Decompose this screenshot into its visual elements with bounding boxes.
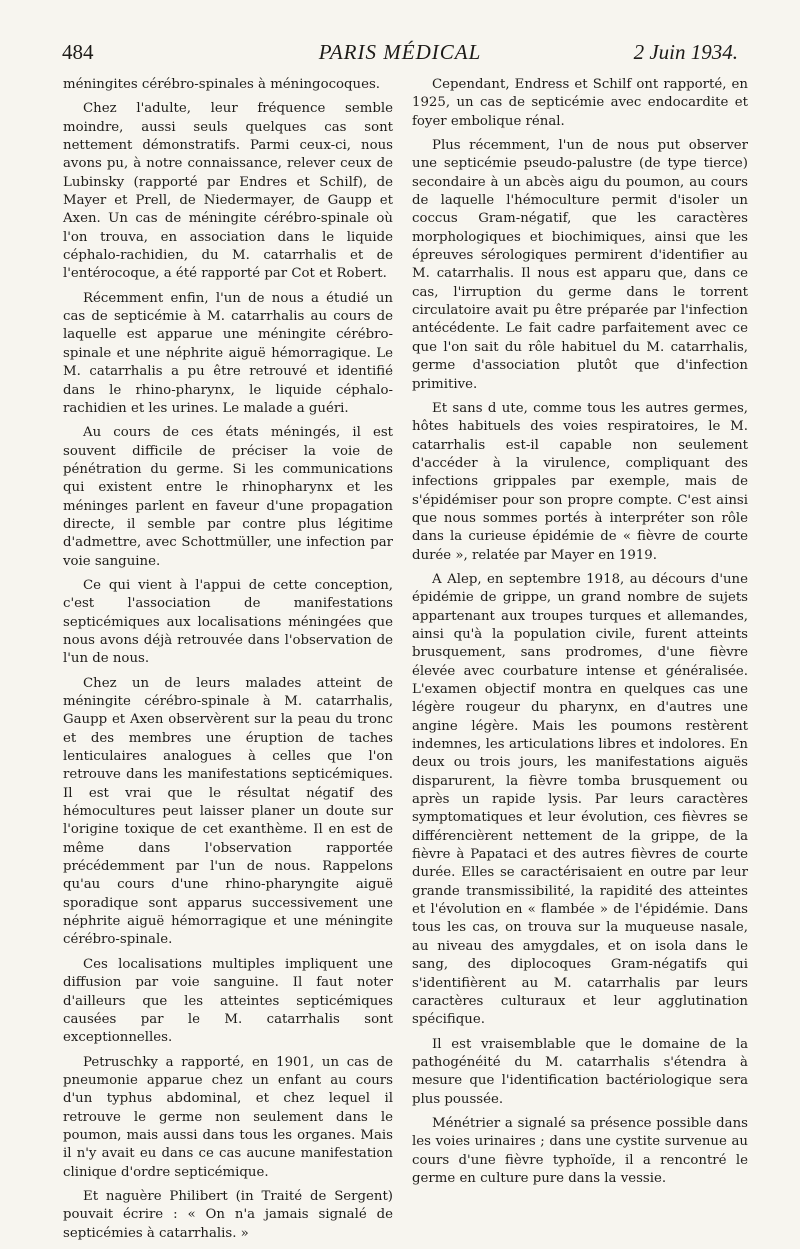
paragraph: méningites cérébro-spinales à méningocoques. — [63, 77, 381, 92]
paragraph: Et sans d ute, comme tous les autres germes, hôtes habituels des voies respiratoires, le M. catarrhalis est-il capable non seulement d'accéder à la virulence, compliquant des infections grippales par exemple, mais de s'épidémiser pour son propre compte. C'est ainsi que nous sommes portés à interpréter son rôle dans la curieuse épidémie de « fièvre de courte durée », relatée par Mayer en 1919. — [412, 400, 748, 563]
paragraph: Ménétrier a signalé sa présence possible dans les voies urinaires ; dans une cystite survenue au cours d'une fièvre typhoïde, il a rencontré le germe en culture pure dans la vessie. — [412, 1115, 748, 1186]
paragraph: A Alep, en septembre 1918, au décours d'une épidémie de grippe, un grand nombre de sujets appartenant aux troupes turques et allemandes, ainsi qu'à la population civile, furent atteints brusquement, sans prodromes, d'une fièvre élevée avec courbature intense et généralisée. L'examen objectif montra en quelques cas une légère rougeur du pharynx, en d'autres une angine légère. Mais les poumons restèrent indemnes, les articulations libres et indolores. En deux ou trois jours, les manifestations aiguës disparurent, la fièvre tomba brusquement ou après un rapide lysis. Par leurs caractères symptomatiques et leur évolution, ces fièvres se différencièrent nettement de la grippe, de la fièvre à Papataci et des autres fièvres de courte durée. Elles se caractérisaient en outre par leur grande transmissibilité, la rapidité des atteintes et l'évolution en « flambée » de l'épidémie. Dans tous les cas, on trouva sur la muqueuse nasale, au niveau des amygdales, et on isola dans le sang, des diplocoques Gram-négatifs qui s'identifièrent au M. catarrhalis par leurs caractères culturaux et leur agglutination spécifique. — [412, 571, 748, 1028]
paragraph: Petruschky a rapporté, en 1901, un cas de pneumonie apparue chez un enfant au cours d'un typhus abdominal, et chez lequel il retrouve le germe non seulement dans le poumon, mais aussi dans tous les organes. Mais il n'y avait eu dans ce cas aucune manifestation clinique d'ordre septicémique. — [63, 1054, 393, 1180]
paragraph: Chez un de leurs malades atteint de méningite cérébro-spinale à M. catarrhalis, Gaupp et Axen observèrent sur la peau du tronc et des membres une éruption de taches lenticulaires analogues à celles que l'on retrouve dans les manifestations septicémiques. Il est vrai que le résultat négatif des hémocultures peut laisser planer un doute sur l'origine toxique de cet exanthème. Il en est de même dans l'observation rapportée précédemment par l'un de nous. Rappelons qu'au cours d'une rhino-pharyngite aiguë sporadique sont apparus successivement une néphrite aiguë hémorragique et une méningite cérébro-spinale. — [63, 675, 393, 948]
paragraph: Cependant, Endress et Schilf ont rapporté, en 1925, un cas de septicémie avec endocardite et foyer embolique rénal. — [412, 77, 748, 129]
issue-date: 2 Juin 1934. — [633, 40, 738, 64]
left-column — [63, 76, 393, 1249]
page-number: 484 — [62, 40, 94, 64]
paragraph: Au cours de ces états méningés, il est souvent difficile de préciser la voie de pénétration du germe. Si les communications qui existent entre le rhinopharynx et les méninges parlent en faveur d'une propagation directe, il semble par contre plus légitime d'admettre, avec Schottmüller, une infection par voie sanguine. — [63, 425, 393, 569]
journal-title: PARIS MÉDICAL — [318, 40, 482, 64]
paragraph: Chez l'adulte, leur fréquence semble moindre, aussi seuls quelques cas sont nettement démonstratifs. Parmi ceux-ci, nous avons pu, à notre connaissance, relever ceux de Lubinsky (rapporté par Endres et Schilf), de Mayer et Prell, de Niedermayer, de Gaupp et Axen. Un cas de méningite cérébro-spinale où l'on trouva, en association dans le liquide céphalo-rachidien, du M. catarrhalis et de l'entérocoque, a été rapporté par Cot et Robert. — [63, 101, 393, 282]
paragraph: Il est vraisemblable que le domaine de la pathogénéité du M. catarrhalis s'étendra à mesure que l'identification bactériologique sera plus poussée. — [412, 1036, 748, 1107]
paragraph: Et naguère Philibert (in Traité de Sergent) pouvait écrire : « On n'a jamais signalé de septicémies à catarrhalis. » — [63, 1188, 393, 1241]
paragraph: Plus récemment, l'un de nous put observer une septicémie pseudo-palustre (de type tierce) secondaire à un abcès aigu du poumon, au cours de laquelle l'hémoculture permit d'isoler un coccus Gram-négatif, que les caractères morphologiques et biochimiques, ainsi que les épreuves sérologiques permirent d'identifier au M. catarrhalis. Il nous est apparu que, dans ce cas, l'irruption du germe dans le torrent circulatoire avait pu être préparée par l'infection antécédente. Le fait cadre parfaitement avec ce que l'on sait du rôle habituel du M. catarrhalis, germe d'association plutôt que d'infection primitive. — [412, 138, 748, 392]
right-column — [412, 76, 748, 1194]
paragraph: Ces localisations multiples impliquent une diffusion par voie sanguine. Il faut noter d'ailleurs que les atteintes septicémiques causées par le M. catarrhalis sont exceptionnelles. — [63, 956, 393, 1046]
page-header — [62, 40, 738, 74]
paragraph: Ce qui vient à l'appui de cette conception, c'est l'association de manifestations septicémiques aux localisations méningées que nous avons déjà retrouvée dans l'observation de l'un de nous. — [63, 577, 393, 667]
paragraph: Récemment enfin, l'un de nous a étudié un cas de septicémie à M. catarrhalis au cours de laquelle est apparue une méningite cérébro-spinale et une néphrite aiguë hémorragique. Le M. catarrhalis a pu être retrouvé et identifié dans le rhino-pharynx, le liquide céphalo-rachidien et les urines. Le malade a guéri. — [63, 290, 393, 416]
